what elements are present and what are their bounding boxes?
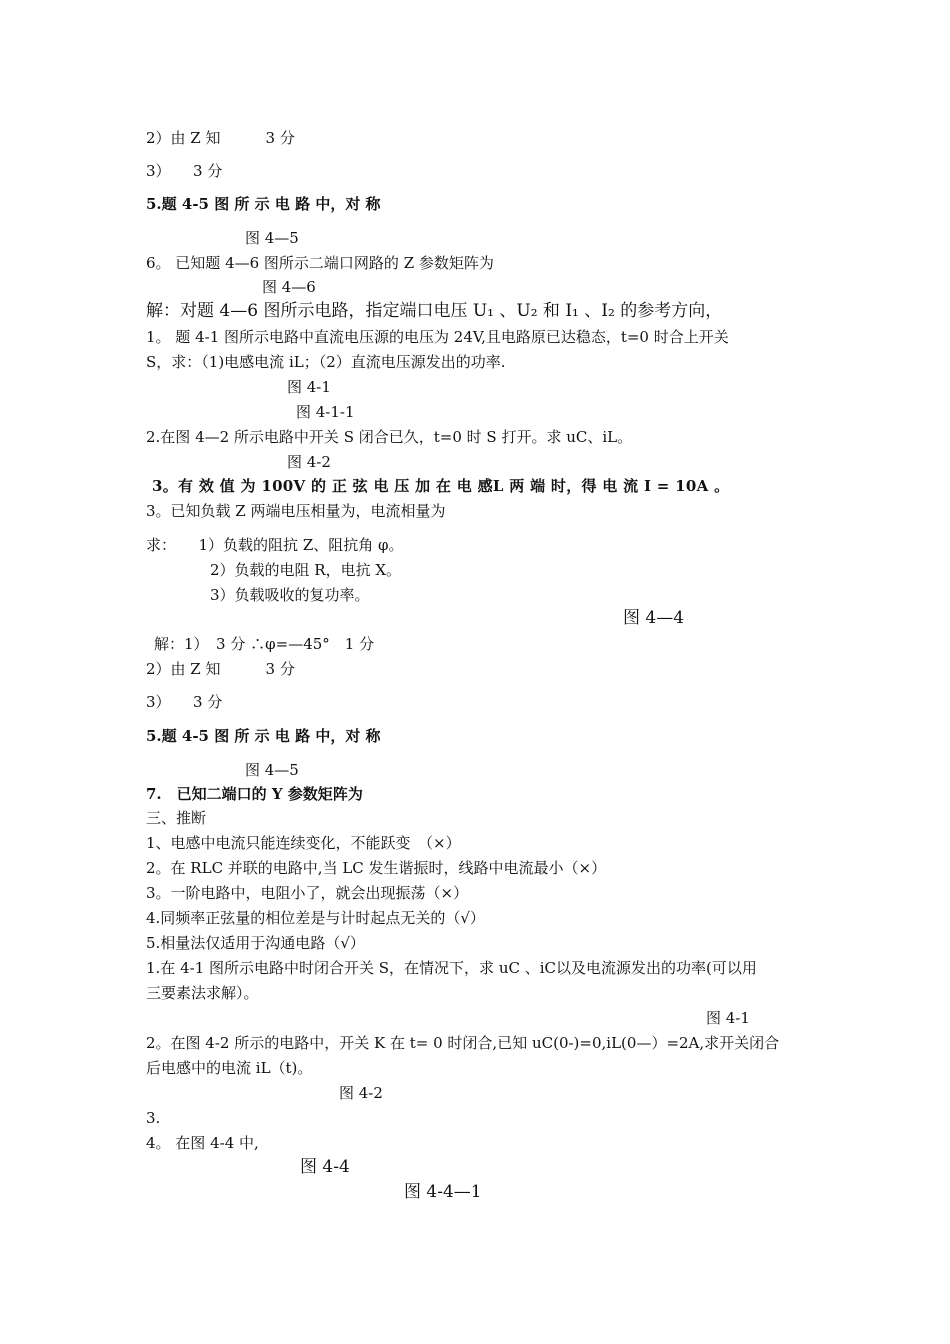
section-heading: 7. 已知二端口的 Y 参数矩阵为 xyxy=(146,785,363,803)
section-heading: 5.题 4-5 图 所 示 电 路 中，对 称 xyxy=(146,727,381,745)
text-line: 1。 题 4-1 图所示电路中直流电压源的电压为 24V,且电路原已达稳态，t=0 时合上开关 xyxy=(146,328,729,346)
figure-caption: 图 4-1 xyxy=(287,378,331,396)
figure-caption: 图 4-2 xyxy=(287,453,331,471)
text-line: 3） 3 分 xyxy=(146,162,223,180)
figure-caption: 图 4-1 xyxy=(706,1009,750,1027)
figure-caption: 图 4—5 xyxy=(245,229,299,247)
section-heading: 三、推断 xyxy=(146,809,207,827)
figure-caption: 图 4-4 xyxy=(300,1157,350,1177)
text-line: S，求：（1)电感电流 iL；（2）直流电压源发出的功率. xyxy=(146,353,506,371)
figure-caption: 图 4-2 xyxy=(339,1084,383,1102)
text-line: 解：对题 4—6 图所示电路，指定端口电压 U₁ 、U₂ 和 I₁ 、I₂ 的参考方向， xyxy=(146,301,723,321)
section-heading: 3。有 效 值 为 100V 的 正 弦 电 压 加 在 电 感L 两 端 时，得 电 流 I = 10A 。 xyxy=(152,477,730,495)
figure-caption: 图 4-1-1 xyxy=(296,403,355,421)
list-item: 4.同频率正弦量的相位差是与计时起点无关的（√） xyxy=(146,909,485,927)
list-item: 1、电感中电流只能连续变化，不能跃变 （×） xyxy=(146,834,461,852)
text-line: 2.在图 4—2 所示电路中开关 S 闭合已久，t=0 时 S 打开。求 uC、iL。 xyxy=(146,428,633,446)
list-item: 3。一阶电路中，电阻小了，就会出现振荡（×） xyxy=(146,884,469,902)
figure-caption: 图 4—4 xyxy=(623,608,685,628)
text-line: 三要素法求解）。 xyxy=(146,984,259,1002)
figure-caption: 图 4—5 xyxy=(245,761,299,779)
figure-caption: 图 4-4—1 xyxy=(404,1182,482,1202)
text-line: 6。 已知题 4—6 图所示二端口网路的 Z 参数矩阵为 xyxy=(146,254,494,272)
figure-caption: 图 4—6 xyxy=(262,278,316,296)
text-line: 4。 在图 4-4 中, xyxy=(146,1134,259,1152)
text-line: 2）由 Z 知 3 分 xyxy=(146,660,295,678)
text-line: 1.在 4-1 图所示电路中时闭合开关 S，在情况下，求 uC 、iC以及电流源发出的功率(可以用 xyxy=(146,959,757,977)
text-line: 解：1） 3 分 ∴φ=—45° 1 分 xyxy=(154,635,375,653)
text-line: 后电感中的电流 iL（t)。 xyxy=(146,1059,313,1077)
text-line: 3） 3 分 xyxy=(146,693,223,711)
text-line: 3. xyxy=(146,1109,161,1127)
text-line: 2。在图 4-2 所示的电路中，开关 K 在 t= 0 时闭合,已知 uC(0-)=0,iL(0—）=2A,求开关闭合 xyxy=(146,1034,780,1052)
text-line: 2）负载的电阻 R，电抗 X。 xyxy=(210,561,402,579)
text-line: 求： 1）负载的阻抗 Z、阻抗角 φ。 xyxy=(146,536,404,554)
list-item: 5.相量法仅适用于沟通电路（√） xyxy=(146,934,365,952)
text-line: 3。已知负载 Z 两端电压相量为，电流相量为 xyxy=(146,502,446,520)
text-line: 2）由 Z 知 3 分 xyxy=(146,129,295,147)
section-heading: 5.题 4-5 图 所 示 电 路 中，对 称 xyxy=(146,195,381,213)
text-line: 3）负载吸收的复功率。 xyxy=(210,586,370,604)
list-item: 2。在 RLC 并联的电路中,当 LC 发生谐振时，线路中电流最小（×） xyxy=(146,859,607,877)
